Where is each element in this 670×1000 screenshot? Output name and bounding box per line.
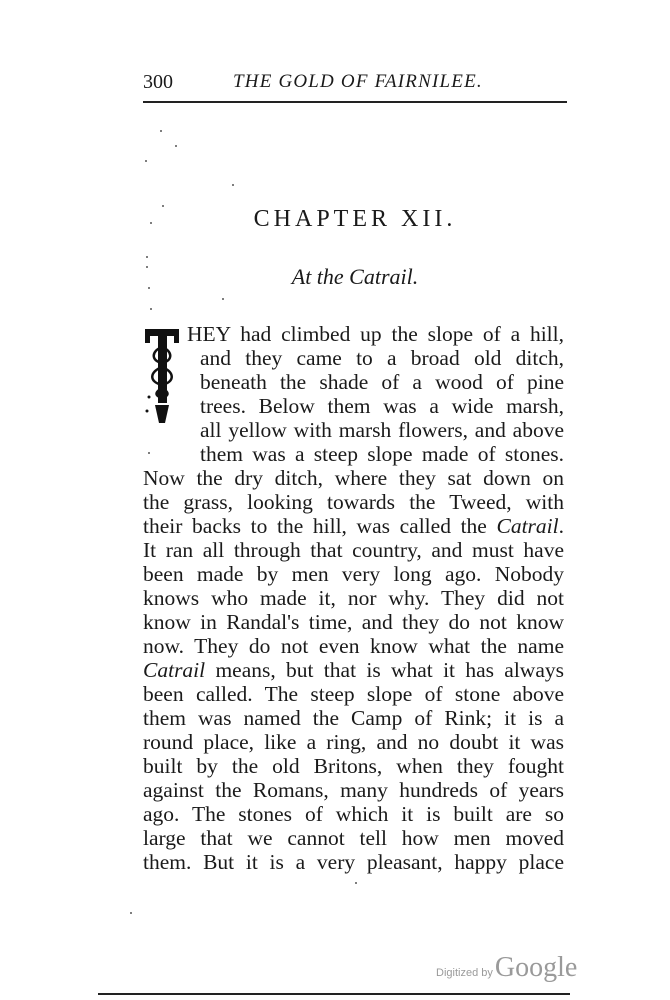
- text-line: the grass, looking towards the Tweed, with: [143, 490, 564, 514]
- text-line: been called. The steep slope of stone above: [143, 682, 564, 706]
- italic-catrail: Catrail: [496, 514, 559, 538]
- page-header: [143, 71, 567, 103]
- text-line: know in Randal's time, and they do not know: [143, 610, 564, 634]
- text-line: against the Romans, many hundreds of years: [143, 778, 564, 802]
- text-line: round place, like a ring, and no doubt it was: [143, 730, 564, 754]
- speck: [232, 184, 234, 186]
- speck: [162, 205, 164, 207]
- text-line: and they came to a broad old ditch,: [200, 346, 564, 370]
- italic-catrail: Catrail: [143, 658, 206, 682]
- text-line: them. But it is a very pleasant, happy place: [143, 850, 564, 874]
- text-line: their backs to the hill, was called the Catrail.: [143, 514, 564, 538]
- text-line: them was named the Camp of Rink; it is a: [143, 706, 564, 730]
- speck: [355, 882, 357, 884]
- google-logo: Google: [494, 952, 578, 983]
- drop-cap: [143, 327, 183, 425]
- speck: [148, 452, 150, 454]
- speck: [150, 222, 152, 224]
- footer-rule: [98, 993, 570, 995]
- speck: [150, 308, 152, 310]
- text-line: HEY had climbed up the slope of a hill,: [187, 322, 564, 346]
- text-line: built by the old Britons, when they fought: [143, 754, 564, 778]
- chapter-subtitle: At the Catrail.: [291, 264, 419, 289]
- text-line: large that we cannot tell how men moved: [143, 826, 564, 850]
- text-line: them was a steep slope made of stones.: [200, 442, 564, 466]
- text-line: It ran all through that country, and must have: [143, 538, 564, 562]
- text-line: now. They do not even know what the name: [143, 634, 564, 658]
- text-line: beneath the shade of a wood of pine: [200, 370, 564, 394]
- speck: [222, 298, 224, 300]
- speck: [148, 287, 150, 289]
- speck: [160, 130, 162, 132]
- speck: [175, 145, 177, 147]
- text-line: all yellow with marsh flowers, and above: [200, 418, 564, 442]
- speck: [145, 160, 147, 162]
- text-line: Now the dry ditch, where they sat down on: [143, 466, 564, 490]
- speck: [146, 266, 148, 268]
- speck: [146, 256, 148, 258]
- page-number: 300: [143, 71, 173, 93]
- running-title: THE GOLD OF FAIRNILEE.: [233, 71, 483, 92]
- text-line: knows who made it, nor why. They did not: [143, 586, 564, 610]
- text-line: Catrail means, but that is what it has always: [143, 658, 564, 682]
- digitized-watermark: [436, 952, 577, 984]
- text-line: ago. The stones of which it is built are so: [143, 802, 564, 826]
- speck: [130, 912, 132, 914]
- text-line: trees. Below them was a wide marsh,: [200, 394, 564, 418]
- watermark-prefix: Digitized by: [436, 967, 493, 979]
- ornamental-drop-cap-icon: [143, 327, 183, 425]
- text-line: been made by men very long ago. Nobody: [143, 562, 564, 586]
- chapter-heading: CHAPTER XII.: [253, 206, 457, 232]
